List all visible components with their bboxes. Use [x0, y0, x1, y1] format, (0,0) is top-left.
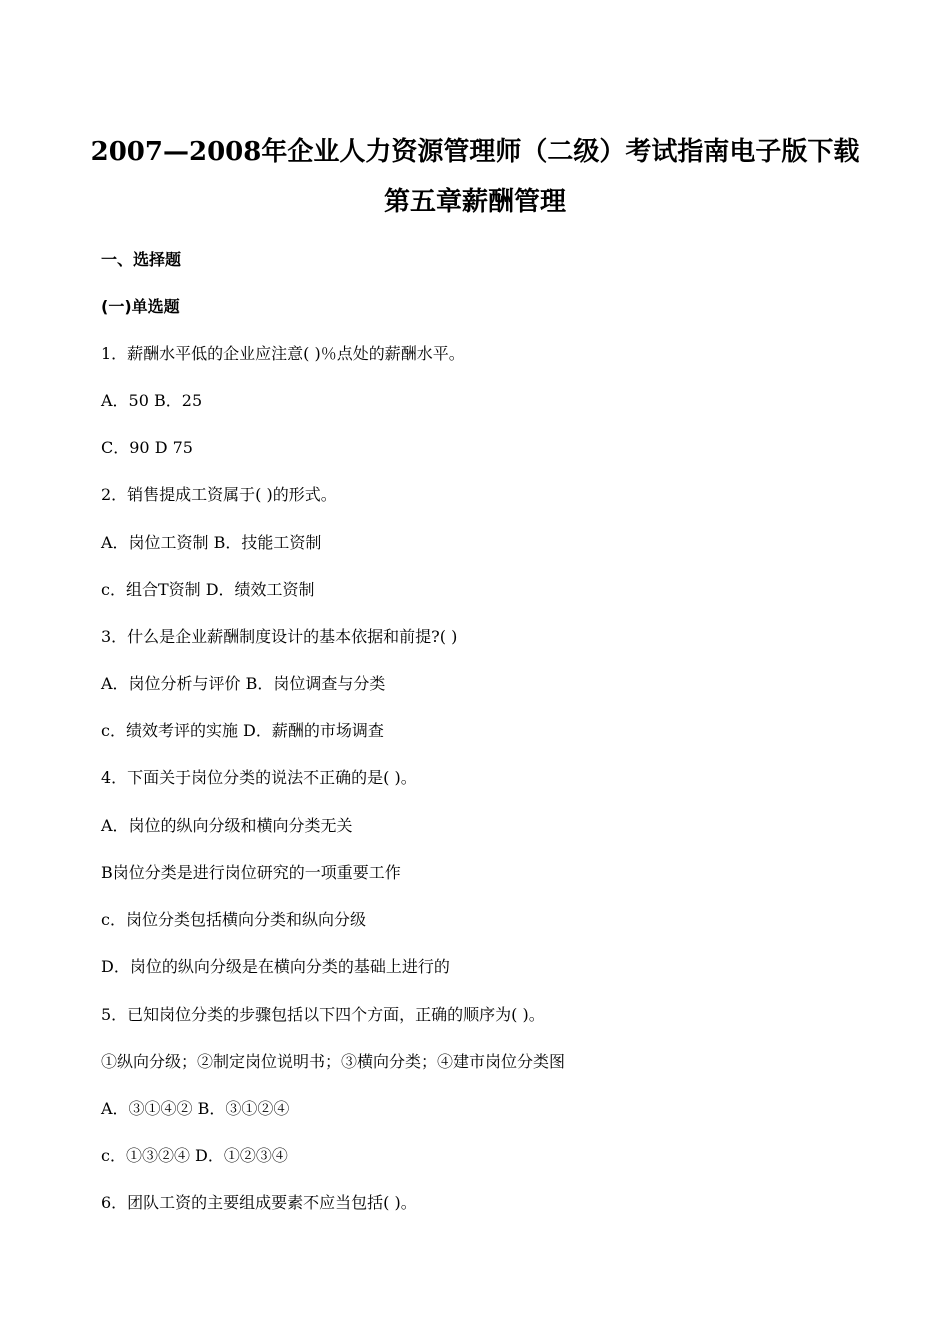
question-4-option-c: c．岗位分类包括横向分类和纵向分级 — [101, 910, 366, 929]
question-2-options-cd: c．组合T资制 D．绩效工资制 — [101, 580, 315, 599]
question-2: 2．销售提成工资属于( )的形式。 — [101, 485, 337, 504]
question-4-option-a: A．岗位的纵向分级和横向分类无关 — [101, 816, 353, 835]
question-4: 4．下面关于岗位分类的说法不正确的是( )。 — [101, 768, 417, 787]
question-3-options-ab: A．岗位分析与评价 B．岗位调查与分类 — [101, 674, 386, 693]
question-5-options-ab: A．③①④② B．③①②④ — [101, 1099, 290, 1118]
question-6: 6．团队工资的主要组成要素不应当包括( )。 — [101, 1193, 417, 1212]
question-3: 3．什么是企业薪酬制度设计的基本依据和前提?( ) — [101, 627, 458, 646]
question-5: 5．已知岗位分类的步骤包括以下四个方面，正确的顺序为( )。 — [101, 1005, 545, 1024]
question-5-options-cd: c．①③②④ D．①②③④ — [101, 1146, 288, 1165]
document-title: 2007—2008年企业人力资源管理师（二级）考试指南电子版下载 — [90, 137, 860, 167]
question-1: 1．薪酬水平低的企业应注意( )％点处的薪酬水平。 — [101, 344, 465, 363]
question-3-options-cd: c．绩效考评的实施 D．薪酬的市场调查 — [101, 721, 384, 740]
section-heading: 一、选择题 — [101, 250, 182, 269]
subsection-heading: (一)单选题 — [101, 297, 180, 316]
question-1-options-cd: C．90 D 75 — [101, 438, 193, 457]
question-4-option-d: D．岗位的纵向分级是在横向分类的基础上进行的 — [101, 957, 450, 976]
question-2-options-ab: A．岗位工资制 B．技能工资制 — [101, 533, 322, 552]
question-5-steps: ①纵向分级；②制定岗位说明书；③横向分类；④建市岗位分类图 — [101, 1052, 566, 1071]
question-4-option-b: B岗位分类是进行岗位研究的一项重要工作 — [101, 863, 401, 882]
question-1-options-ab: A．50 B．25 — [101, 391, 203, 410]
chapter-title: 第五章薪酬管理 — [383, 187, 566, 217]
